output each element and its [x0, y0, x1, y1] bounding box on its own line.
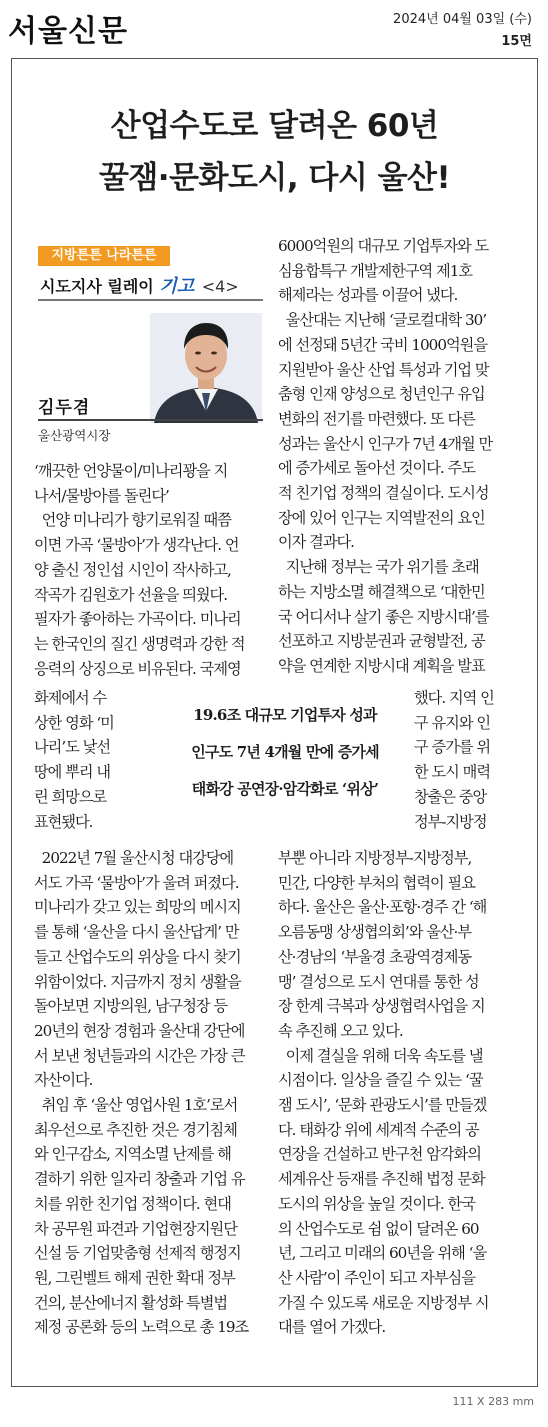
headline-line-2: 꿀잼·문화도시, 다시 울산! [98, 160, 451, 196]
article-headline [11, 100, 538, 204]
page-number: 15면 [501, 34, 532, 49]
series-title-emphasis: 기고 [159, 276, 195, 297]
newspaper-logo: 서울신문 [8, 14, 128, 49]
pull-quote: 19.6조 대규모 기업투자 성과 인구도 7년 4개월 만에 증가세 태화강 공연장·암각화로 ‘위상’ [191, 706, 379, 798]
publication-date: 2024년 04월 03일 (수) [393, 12, 532, 27]
article-body-left-top: ‘깨끗한 언양물이/미나리꽝을 지 나서/물방아를 돌린다’ 언양 미나리가 향기로워질 때쯤 이면 가곡 ‘물방아’가 생각난다. 언 양 출신 정인섭 시인이 작사하고, 작곡가 김원호가 선율을 띄웠다. 필자가 좋아하는 가곡이다. 미나리 는 한국인의 질긴 생명력과 강한 적 응력의 상징으로 비유된다. 국제영 [34, 462, 245, 678]
series-title [40, 272, 239, 298]
series-divider [38, 299, 263, 301]
article-body-right-top: 6000억원의 대규모 기업투자와 도 심융합특구 개발제한구역 제1호 해제라는 성과를 이끌어 냈다. 울산대는 지난해 ‘글로컬대학 30’ 에 선정돼 5년간 국비 1000억원을 지원받아 울산 산업 특성과 기업 맞 춤형 인재 양성으로 청년인구 유입 변화의 전기를 마련했다. 또 다른 성과는 울산시 인구가 7년 4개월 만 에 증가세로 돌아선 것이다. 주도 적 친기업 정책의 결실이다. 도시성 장에 있어 인구는 지역발전의 요인 이자 결과다. 지난해 정부는 국가 위기를 초래 하는 지방소멸 해결책으로 ‘대한민 국 어디서나 살기 좋은 지방시대’를 선포하고 지방분권과 균형발전, 공 약을 연계한 지방시대 계획을 발표 [278, 237, 493, 675]
author-portrait-image [150, 313, 262, 423]
author-name: 김두겸 [38, 398, 91, 418]
masthead [0, 0, 548, 58]
author-divider [38, 419, 263, 421]
series-number: <4> [201, 277, 239, 296]
article-body-left-wrap: 화제에서 수 상한 영화 ‘미 나리’도 낯선 땅에 뿌리 내 린 희망으로 표현됐다. [34, 689, 114, 831]
headline-line-1: 산업수도로 달려온 60년 [110, 108, 439, 144]
article-body-right-wrap: 했다. 지역 인 구 유지와 인 구 증가를 위 한 도시 매력 창출은 중앙 정부-지방정 [414, 689, 494, 831]
author-position: 울산광역시장 [38, 428, 111, 443]
clipping-size: 111 X 283 mm [452, 1395, 534, 1408]
series-badge: 지방튼튼 나라튼튼 [38, 246, 170, 266]
article-body-left-bottom: 2022년 7월 울산시청 대강당에 서도 가곡 ‘물방아’가 울려 퍼졌다. 미나리가 갖고 있는 희망의 메시지 를 통해 ‘울산을 다시 울산답게’ 만 들고 산업수도의 위상을 다시 찾기 위함이었다. 지금까지 정치 생활을 돌아보면 지방의원, 남구청장 등 20년의 현장 경험과 울산대 강단에 서 보낸 청년들과의 시간은 가장 큰 자산이다. 취임 후 ‘울산 영업사원 1호’로서 최우선으로 추진한 것은 경기침체 와 인구감소, 지역소멸 난제를 해 결하기 위한 일자리 창출과 기업 유 치를 위한 친기업 정책이다. 현대 차 공무원 파견과 기업현장지원단 신설 등 기업맞춤형 선제적 행정지 원, 그린벨트 해제 권한 확대 정부 건의, 분산에너지 활성화 특별법 제정 공론화 등의 노력으로 총 19조 [34, 849, 249, 1337]
article-body-right-bottom: 부뿐 아니라 지방정부-지방정부, 민간, 다양한 부처의 협력이 필요 하다. 울산은 울산·포항·경주 간 ‘해 오름동맹 상생협의회’와 울산·부 산·경남의 ‘부울경 초광역경제동 맹’ 결성으로 도시 연대를 통한 성 장 한계 극복과 상생협력사업을 지 속 추진해 오고 있다. 이제 결실을 위해 더욱 속도를 낼 시점이다. 일상을 즐길 수 있는 ‘꿀 잼 도시’, ‘문화 관광도시’를 만들겠 다. 태화강 위에 세계적 수준의 공 연장을 건설하고 반구천 암각화의 세계유산 등재를 추진해 법정 문화 도시의 위상을 높일 것이다. 한국 의 산업수도로 쉼 없이 달려온 60 년, 그리고 미래의 60년을 위해 ‘울 산 사람’이 주인이 되고 자부심을 가질 수 있도록 새로운 지방정부 시 대를 열어 가겠다. [278, 849, 489, 1337]
series-title-prefix: 시도지사 릴레이 [40, 277, 154, 296]
author-portrait [150, 313, 262, 423]
